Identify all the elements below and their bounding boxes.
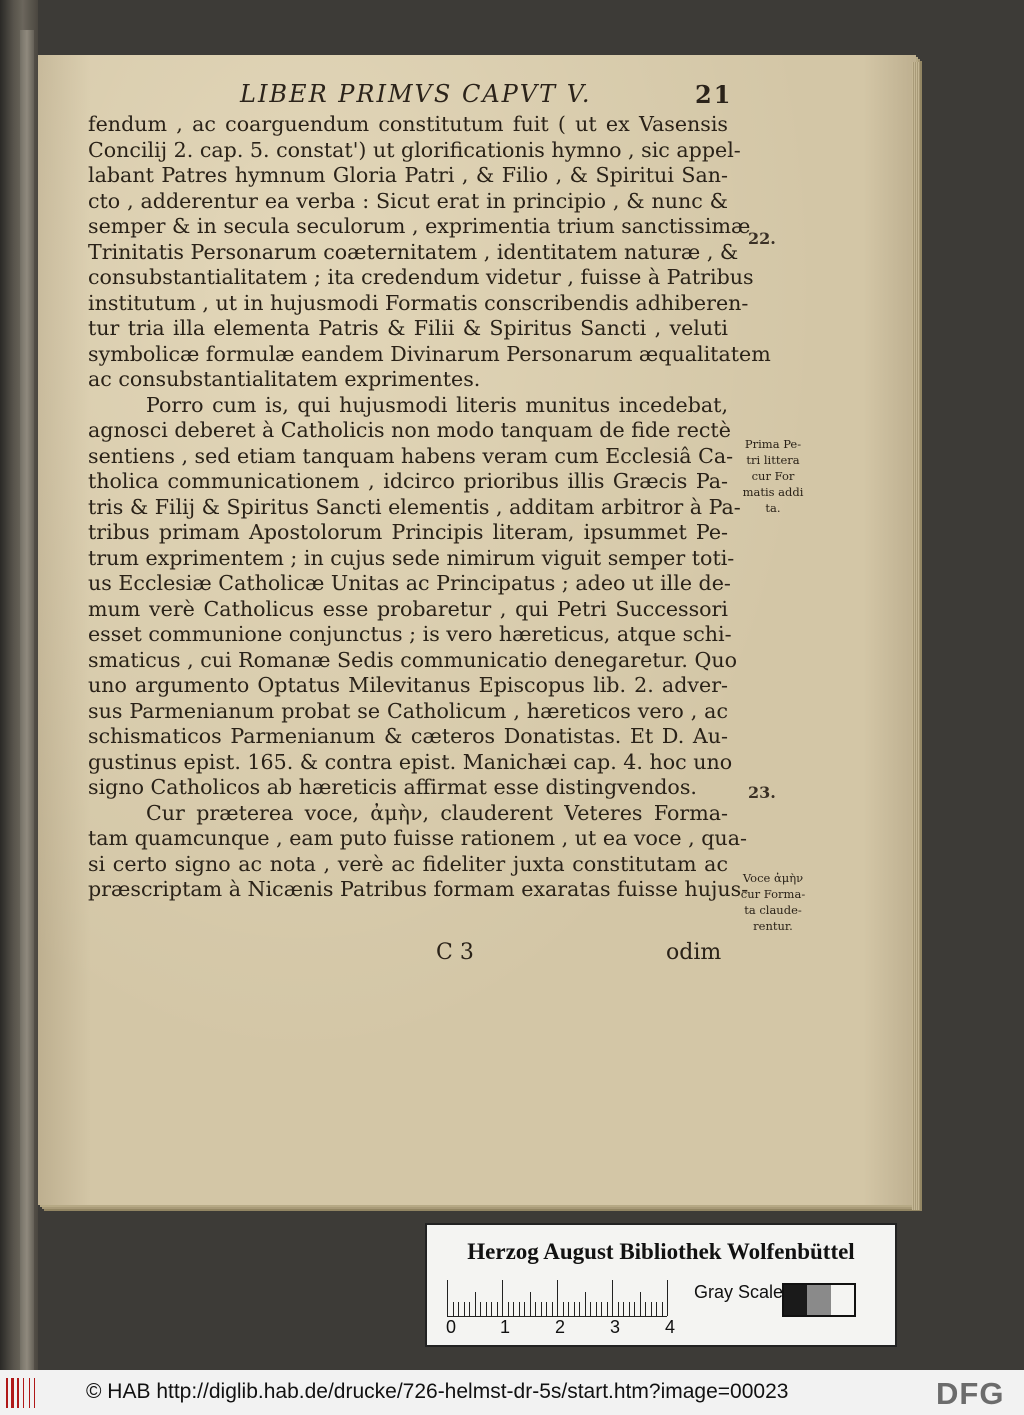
ruler-tick [497,1302,498,1316]
margin-note-line: cur For [751,469,795,483]
text-line: Concilij 2. cap. 5. constat') ut glorificationis hymno , sic appel- [88,137,741,162]
text-line: Cur præterea voce, ἀμὴν, clauderent Veteres Forma- [146,800,728,825]
ruler-tick [607,1302,608,1316]
text-line: uno argumento Optatus Milevitanus Episcopus lib. 2. adver- [88,673,728,697]
ruler-tick [590,1302,591,1316]
ruler-tick [475,1292,476,1316]
gray-scale-bar [782,1283,856,1317]
ruler-tick [513,1302,514,1316]
ruler-tick [623,1302,624,1316]
dfg-logo: DFG [936,1376,1005,1411]
ruler-tick [645,1302,646,1316]
ruler-tick [618,1302,619,1316]
margin-number: 22. [748,229,776,248]
ruler-tick [651,1302,652,1316]
ruler-tick [535,1302,536,1316]
page-fore-edge [912,62,920,1210]
ruler-tick [662,1302,663,1316]
text-line: tholica communicationem , idcirco prioribus illis Græcis Pa- [88,469,728,493]
ruler-tick [458,1302,459,1316]
ruler-tick [541,1302,542,1316]
text-line: ac consubstantialitatem exprimentes. [88,367,481,391]
ruler-tick [563,1302,564,1316]
text-line: signo Catholicos ab hæreticis affirmat esse distingvendos. [88,775,697,799]
text-line: tam quamcunque , eam puto fuisse rationem , ut ea voce , qua- [88,826,747,850]
ruler-tick [464,1302,465,1316]
text-line: trum exprimentem ; in cujus sede nimirum viguit semper toti- [88,545,735,570]
ruler-tick [579,1302,580,1316]
text-line: smaticus , cui Romanæ Sedis communicatio denegaretur. Quo [88,647,738,672]
gray-swatch-mid [807,1285,830,1315]
scale-number: 0 [446,1317,457,1337]
barcode-icon [6,1378,48,1408]
ruler-tick [519,1302,520,1316]
ruler-tick [667,1280,668,1316]
scale-number: 4 [665,1317,676,1337]
margin-note-line: matis addi [742,485,804,499]
barcode-bar [29,1378,30,1408]
signature-mark: C 3 [436,940,474,965]
margin-note-line: Voce ἀμὴν [742,871,804,885]
ruler-tick [552,1302,553,1316]
text-line: tris & Filij & Spiritus Sancti elementis , additam arbitror à Pa- [88,494,741,519]
ruler-tick [524,1302,525,1316]
gray-swatch-dark [784,1285,807,1315]
text-line: Porro cum is, qui hujusmodi literis munitus incedebat, [146,392,728,417]
page-number: 21 [695,80,733,109]
ruler-tick [480,1302,481,1316]
text-line: esset communione conjunctus ; is vero hæreticus, atque schi- [88,622,732,646]
running-head-title: LIBER PRIMVS CAPVT V. [240,80,592,108]
text-line: tur tria illa elementa Patris & Filii & Spiritus Sancti , veluti [88,316,728,340]
ruler-tick [486,1302,487,1316]
ruler-tick [601,1302,602,1316]
barcode-bar [34,1378,35,1408]
ruler-tick [447,1280,448,1316]
spine-edge [20,30,34,1370]
ruler-tick [546,1302,547,1316]
viewer-footer [0,1370,1024,1415]
ruler-tick [502,1280,503,1316]
text-line: symbolicæ formulæ eandem Divinarum Personarum æqualitatem [88,341,771,366]
margin-number: 23. [748,783,776,802]
gray-scale-label: Gray Scale [694,1282,784,1302]
text-line: cto , adderentur ea verba : Sicut erat in principio , & nunc & [88,188,728,213]
ruler-tick [640,1292,641,1316]
margin-note-line: rentur. [753,919,793,933]
library-name: Herzog August Bibliothek Wolfenbüttel [467,1239,855,1264]
ruler-tick [508,1302,509,1316]
barcode-bar [11,1378,14,1408]
ruler-tick [634,1302,635,1316]
running-head [240,80,800,110]
ruler-tick [585,1292,586,1316]
catchword: odim [666,940,722,965]
ruler-tick [530,1292,531,1316]
text-line: labant Patres hymnum Gloria Patri , & Filio , & Spiritui San- [88,163,728,187]
barcode-bar [17,1378,19,1408]
scale-number: 3 [610,1317,621,1337]
ruler-tick [574,1302,575,1316]
text-line: tribus primam Apostolorum Principis literam, ipsummet Pe- [88,520,728,544]
margin-note-line: ta. [765,501,781,515]
text-line: si certo signo ac nota , verè ac fideliter juxta constitutam ac [88,851,728,876]
ruler-tick [557,1280,558,1316]
margin-note-line: tri littera [746,453,800,467]
gray-swatch-light [831,1285,854,1315]
barcode-bar [23,1378,24,1408]
margin-note-prima [727,436,819,516]
scale-ruler [447,1280,702,1316]
ruler-tick [612,1280,613,1316]
text-line: institutum , ut in hujusmodi Formatis conscribendis adhiberen- [88,290,749,315]
text-line: fendum , ac coarguendum constitutum fuit ( ut ex Vasensis [88,112,728,136]
ruler-tick [596,1302,597,1316]
text-line: us Ecclesiæ Catholicæ Unitas ac Principatus ; adeo ut ille de- [88,571,731,595]
ruler-tick [568,1302,569,1316]
text-line: præscriptam à Nicænis Patribus formam exaratas fuisse hujus- [88,877,749,901]
ruler-tick [491,1302,492,1316]
margin-note-line: Prima Pe- [744,437,802,451]
text-line: semper & in secula seculorum , exprimentia trium sanctissimæ [88,214,751,238]
scale-number: 1 [500,1317,511,1337]
text-line: gustinus epist. 165. & contra epist. Manichæi cap. 4. hoc uno [88,749,733,774]
text-line: schismaticos Parmenianum & cæteros Donatistas. Et D. Au- [88,724,728,748]
ruler-tick [469,1302,470,1316]
margin-note-voce [727,870,819,934]
text-line: sentiens , sed etiam tanquam habens veram cum Ecclesiâ Ca- [88,443,734,468]
copyright-url[interactable]: © HAB http://diglib.hab.de/drucke/726-helmst-dr-5s/start.htm?image=00023 [86,1380,789,1403]
margin-note-line: cur Forma- [740,887,806,901]
ruler-tick [453,1302,454,1316]
ruler-tick [629,1302,630,1316]
text-line: mum verè Catholicus esse probaretur , qui Petri Successori [88,596,728,621]
margin-note-line: ta claude- [744,903,802,917]
ruler-tick [656,1302,657,1316]
text-line: sus Parmenianum probat se Catholicum , hæreticos vero , ac [88,698,728,723]
library-color-card [425,1223,897,1347]
barcode-bar [6,1378,8,1408]
text-line: consubstantialitatem ; ita credendum videtur , fuisse à Patribus [88,265,754,289]
scale-number: 2 [555,1317,566,1337]
text-line: Trinitatis Personarum coæternitatem , identitatem naturæ , & [88,239,739,264]
text-line: agnosci deberet à Catholicis non modo tanquam de fide rectè [88,418,731,442]
